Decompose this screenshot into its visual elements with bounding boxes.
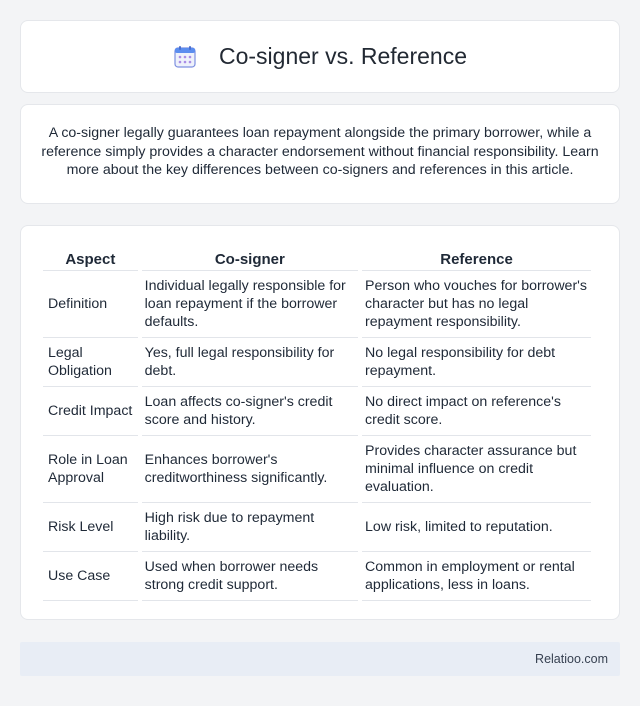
table-row — [43, 552, 591, 601]
table-row — [43, 271, 591, 338]
reference-cell: Low risk, limited to reputation. — [362, 503, 591, 552]
aspect-cell: Credit Impact — [43, 387, 138, 436]
footer-brand: Relatioo.com — [535, 652, 608, 666]
table-header-row — [43, 246, 591, 271]
aspect-cell: Legal Obligation — [43, 338, 138, 387]
cosigner-cell: Individual legally responsible for loan repayment if the borrower defaults. — [142, 271, 358, 338]
table-row — [43, 503, 591, 552]
page-title: Co-signer vs. Reference — [219, 43, 467, 69]
cosigner-cell: High risk due to repayment liability. — [142, 503, 358, 552]
reference-cell: Common in employment or rental applications, less in loans. — [362, 552, 591, 601]
reference-cell: Person who vouches for borrower's character but has no legal repayment responsibility. — [362, 271, 591, 338]
table-row — [43, 387, 591, 436]
header-cosigner: Co-signer — [142, 246, 358, 271]
aspect-cell: Use Case — [43, 552, 138, 601]
cosigner-cell: Used when borrower needs strong credit support. — [142, 552, 358, 601]
comparison-card — [20, 225, 620, 620]
table-row — [43, 436, 591, 503]
title-card — [20, 20, 620, 93]
cosigner-cell: Enhances borrower's creditworthiness significantly. — [142, 436, 358, 503]
header-aspect: Aspect — [43, 246, 138, 271]
reference-cell: No direct impact on reference's credit score. — [362, 387, 591, 436]
intro-card — [20, 104, 620, 204]
title-wrap — [173, 43, 467, 70]
aspect-cell: Definition — [43, 271, 138, 338]
cosigner-cell: Yes, full legal responsibility for debt. — [142, 338, 358, 387]
comparison-table — [39, 246, 595, 601]
calendar-icon — [173, 45, 197, 69]
reference-cell: Provides character assurance but minimal influence on credit evaluation. — [362, 436, 591, 503]
table-row — [43, 338, 591, 387]
footer — [20, 642, 620, 676]
aspect-cell: Risk Level — [43, 503, 138, 552]
aspect-cell: Role in Loan Approval — [43, 436, 138, 503]
cosigner-cell: Loan affects co-signer's credit score and history. — [142, 387, 358, 436]
intro-text: A co-signer legally guarantees loan repayment alongside the primary borrower, while a reference simply provides a character endorsement without financial responsibility. Learn more about the key differences between co-signers and references in this article. — [41, 125, 599, 178]
reference-cell: No legal responsibility for debt repayment. — [362, 338, 591, 387]
header-reference: Reference — [362, 246, 591, 271]
